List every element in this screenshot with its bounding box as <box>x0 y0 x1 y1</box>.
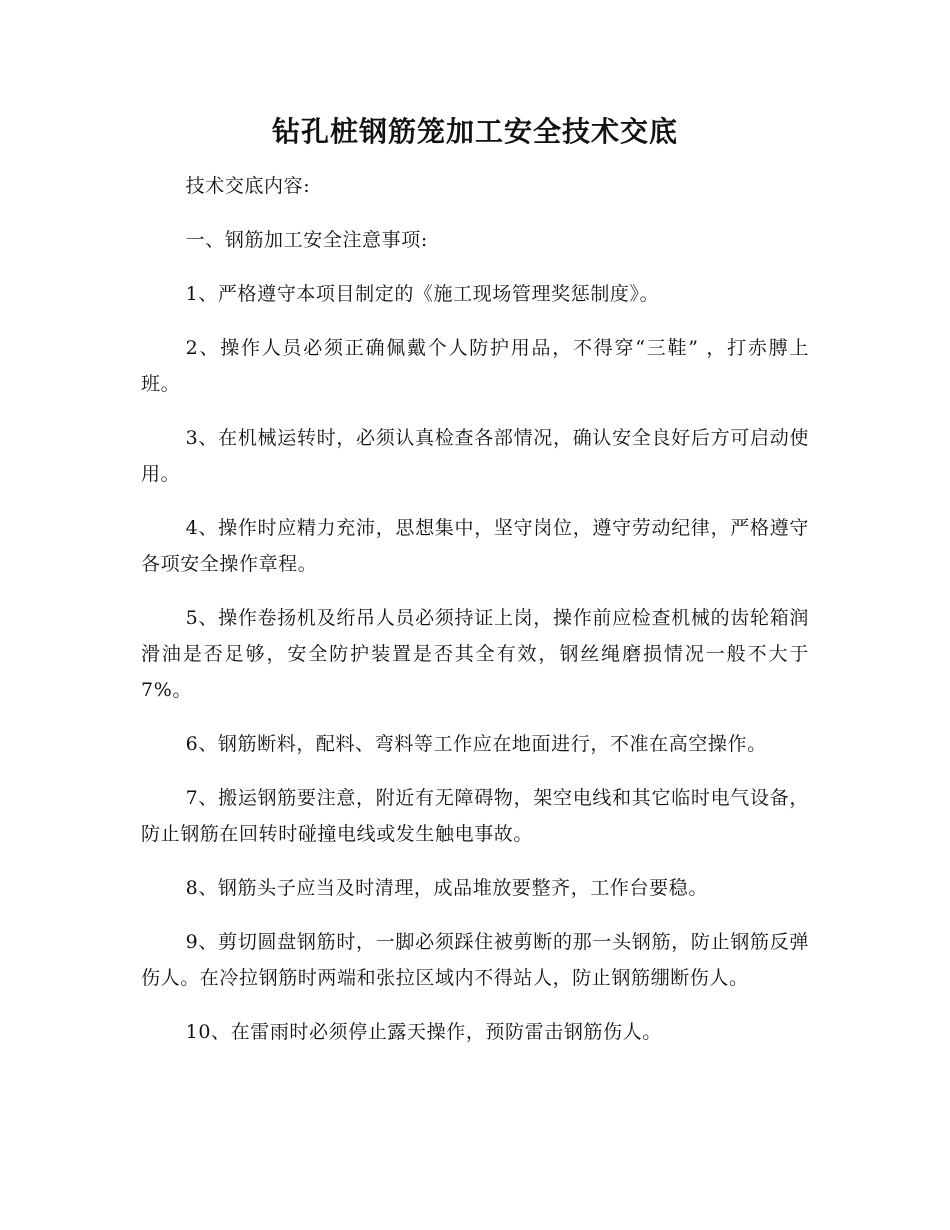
list-item: 4、操作时应精力充沛，思想集中，坚守岗位，遵守劳动纪律，严格遵守各项安全操作章程。 <box>141 517 809 575</box>
document-body <box>141 168 809 1068</box>
list-item: 3、在机械运转时，必须认真检查各部情况，确认安全良好后方可启动使用。 <box>141 427 809 485</box>
section-heading: 一、钢筋加工安全注意事项: <box>185 229 428 251</box>
list-item: 7、搬运钢筋要注意，附近有无障碍物，架空电线和其它临时电气设备，防止钢筋在回转时碰撞电线或发生触电事故。 <box>141 787 809 845</box>
list-item: 2、操作人员必须正确佩戴个人防护用品，不得穿“三鞋” ，打赤膊上班。 <box>141 337 809 395</box>
document-title: 钻孔桩钢筋笼加工安全技术交底 <box>271 115 678 148</box>
list-item: 10、在雷雨时必须停止露天操作，预防雷击钢筋伤人。 <box>185 1021 662 1043</box>
intro-line: 技术交底内容: <box>185 175 311 197</box>
list-item: 8、钢筋头子应当及时清理，成品堆放要整齐，工作台要稳。 <box>185 877 708 899</box>
list-item: 1、严格遵守本项目制定的《施工现场管理奖惩制度》。 <box>185 283 660 305</box>
list-item: 9、剪切圆盘钢筋时，一脚必须踩住被剪断的那一头钢筋，防止钢筋反弹伤人。在冷拉钢筋时两端和张拉区域内不得站人，防止钢筋绷断伤人。 <box>141 931 809 989</box>
list-item: 5、操作卷扬机及绗吊人员必须持证上岗，操作前应检查机械的齿轮箱润滑油是否足够，安全防护装置是否其全有效，钢丝绳磨损情况一般不大于7%。 <box>141 607 809 701</box>
list-item: 6、钢筋断料，配料、弯料等工作应在地面进行，不准在高空操作。 <box>185 733 767 755</box>
